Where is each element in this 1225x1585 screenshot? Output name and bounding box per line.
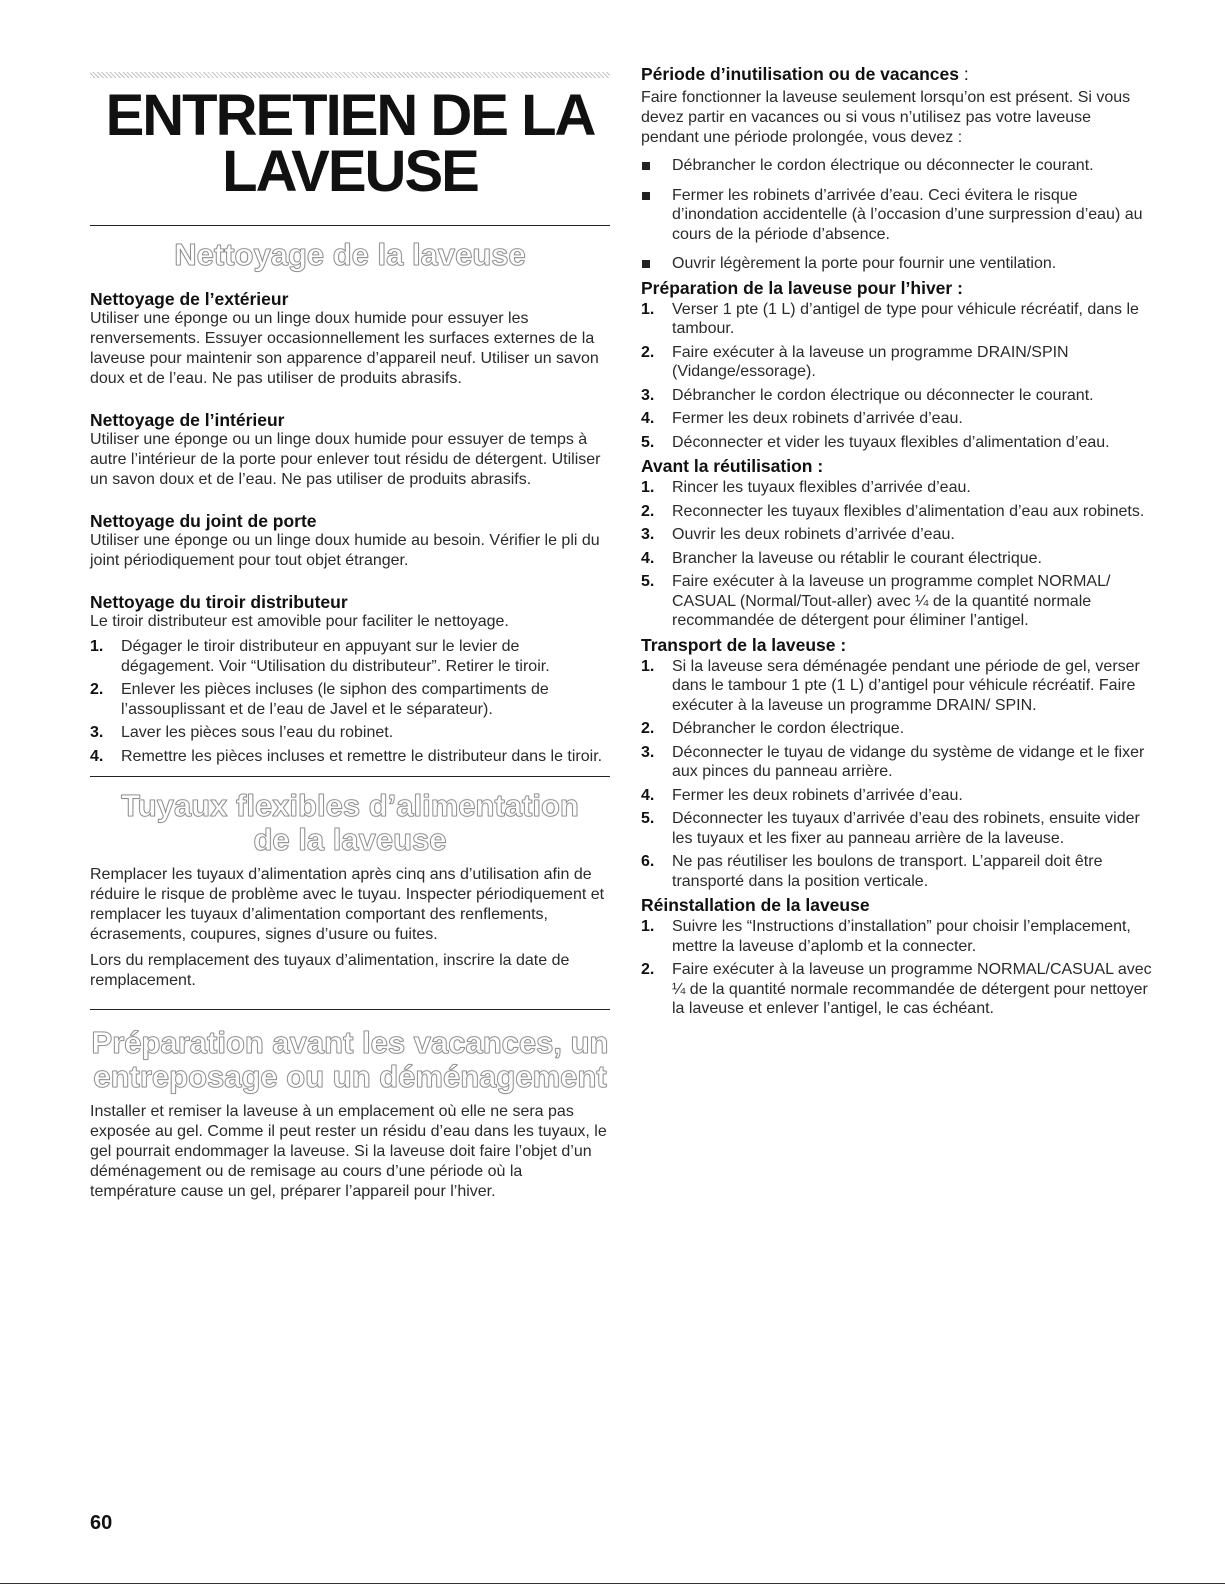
paragraph-tuyaux-1: Remplacer les tuyaux d’alimentation après cinq ans d’utilisation afin de réduire le risque de problème avec le tuyau. Inspecter périodiquement et remplacer les tuyaux d’alimentation comportant des renflements, écrasements, coupures, signes d’usure ou fuites. (90, 866, 605, 943)
list-item: 1. Rincer les tuyaux flexibles d’arrivée d’eau. (641, 479, 971, 496)
bottom-border (0, 1583, 1225, 1584)
right-column (641, 64, 1153, 1023)
section-heading-nettoyage: Nettoyage de la laveuse (174, 237, 526, 272)
subheading-periode: Période d’inutilisation ou de vacances : (641, 64, 969, 84)
list-item: 2. Reconnecter les tuyaux flexibles d’alimentation d’eau aux robinets. (641, 502, 1145, 520)
list-item: 4. Remettre les pièces incluses et remettre le distributeur dans le tiroir. (90, 747, 603, 765)
bullet-square-icon (642, 162, 650, 170)
list-item: 2. Débrancher le cordon électrique. (641, 720, 905, 737)
list-item: 3. Ouvrir les deux robinets d’arrivée d’eau. (641, 526, 955, 543)
page-title-line-1: ENTRETIEN DE LA (105, 83, 595, 148)
page-title (90, 83, 610, 204)
subheading-interieur: Nettoyage de l’intérieur (90, 410, 285, 430)
page-number: 60 (90, 1512, 113, 1534)
list-item: 4. Fermer les deux robinets d’arrivée d’eau. (641, 410, 963, 427)
list-item: 2. Faire exécuter à la laveuse un programme DRAIN/SPIN (Vidange/essorage). (641, 343, 1069, 380)
paragraph-tiroir: Le tiroir distributeur est amovible pour faciliter le nettoyage. (90, 613, 509, 630)
list-item: 3. Laver les pièces sous l’eau du robinet. (90, 724, 394, 741)
list-item: 1. Verser 1 pte (1 L) d’antigel de type pour véhicule récréatif, dans le tambour. (641, 300, 1139, 337)
paragraph-preparation: Installer et remiser la laveuse à un emplacement où elle ne sera pas exposée au gel. Comme il peut rester un résidu d’eau dans les tuyaux, le gel pourrait endommager la laveuse. Si la laveuse doit faire l’objet d’un déménagement ou de remisage au cours d’une période où la température cause un gel, préparer l’appareil pour l’hiver. (90, 1103, 607, 1200)
subheading-joint: Nettoyage du joint de porte (90, 511, 317, 531)
list-item: 6. Ne pas réutiliser les boulons de transport. L’appareil doit être transporté dans la position verticale. (641, 853, 1103, 890)
list-item: 2. Faire exécuter à la laveuse un programme NORMAL/CASUAL avec ¼ de la quantité normale recommandée de détergent pour nettoyer la laveuse et enlever l’antigel, le cas échéant. (641, 961, 1152, 1017)
list-item: 1. Suivre les “Instructions d’installation” pour choisir l’emplacement, mettre la laveuse d’aplomb et la connecter. (641, 918, 1131, 955)
list-item: 5. Faire exécuter à la laveuse un programme complet NORMAL/ CASUAL (Normal/Tout-aller) avec ¼ de la quantité normale recommandée de détergent pour éliminer l’antigel. (641, 573, 1111, 629)
subheading-tiroir: Nettoyage du tiroir distributeur (90, 592, 348, 612)
paragraph-interieur: Utiliser une éponge ou un linge doux humide pour essuyer de temps à autre l’intérieur de la porte pour enlever tout résidu de détergent. Utiliser un savon doux et de l’eau. Ne pas utiliser de produits abrasifs. (90, 431, 601, 488)
reutilisation-steps (641, 478, 1153, 631)
section-divider (90, 1009, 610, 1010)
list-item: 2. Enlever les pièces incluses (le siphon des compartiments de l’assouplissant et de l’eau de Javel et le séparateur). (90, 681, 549, 718)
list-item: 1. Dégager le tiroir distributeur en appuyant sur le levier de dégagement. Voir “Utilisation du distributeur”. Retirer le tiroir. (90, 638, 550, 675)
left-column (90, 60, 610, 1202)
paragraph-exterieur: Utiliser une éponge ou un linge doux humide pour essuyer les renversements. Essuyer occasionnellement les surfaces externes de la laveuse pour maintenir son apparence d’appareil neuf. Utiliser un savon doux et de l’eau. Ne pas utiliser de produits abrasifs. (90, 310, 599, 387)
subheading-hiver: Préparation de la laveuse pour l’hiver : (641, 277, 963, 298)
hiver-steps (641, 300, 1153, 453)
section-divider (90, 225, 610, 226)
list-item: 4. Brancher la laveuse ou rétablir le courant électrique. (641, 549, 1042, 567)
list-item: Ouvrir légèrement la porte pour fournir une ventilation. (641, 254, 1153, 274)
subheading-transport: Transport de la laveuse : (641, 634, 847, 655)
bullet-square-icon (642, 192, 650, 200)
paragraph-periode: Faire fonctionner la laveuse seulement lorsqu’on est présent. Si vous devez partir en vacances ou si vous n’utilisez pas votre laveuse pendant une période prolongée, vous devez : (641, 89, 1131, 146)
subheading-exterieur: Nettoyage de l’extérieur (90, 289, 289, 309)
list-item: Fermer les robinets d’arrivée d’eau. Ceci évitera le risque d’inondation accidentelle (à l’occasion d’une surpression d’eau) au cours de la période d’absence. (641, 186, 1153, 245)
periode-bullets (641, 156, 1153, 274)
transport-steps (641, 657, 1153, 892)
list-item: Débrancher le cordon électrique ou déconnecter le courant. (641, 156, 1153, 176)
bullet-square-icon (642, 260, 650, 268)
section-heading-preparation: Préparation avant les vacances, un entreposage ou un déménagement (91, 1025, 609, 1094)
list-item: 4. Fermer les deux robinets d’arrivée d’eau. (641, 786, 963, 804)
subheading-reutilisation: Avant la réutilisation : (641, 456, 824, 476)
section-heading-tuyaux: Tuyaux flexibles d’alimentation de la laveuse (121, 788, 579, 857)
section-divider (90, 776, 610, 777)
paragraph-joint: Utiliser une éponge ou un linge doux humide au besoin. Vérifier le pli du joint périodiquement pour tout objet étranger. (90, 532, 600, 569)
reinstallation-steps (641, 917, 1153, 1019)
list-item: 3. Déconnecter le tuyau de vidange du système de vidange et le fixer aux pinces du panneau arrière. (641, 743, 1145, 780)
page-title-line-2: LAVEUSE (222, 139, 478, 204)
list-item: 1. Si la laveuse sera déménagée pendant une période de gel, verser dans le tambour 1 pte (1 L) d’antigel pour véhicule récréatif. Faire exécuter à la laveuse un programme DRAIN/ SPIN. (641, 657, 1140, 714)
list-item: 5. Déconnecter et vider les tuyaux flexibles d’alimentation d’eau. (641, 433, 1110, 451)
tiroir-steps (90, 637, 610, 766)
decorative-hatch-bar (90, 72, 610, 78)
list-item: 3. Débrancher le cordon électrique ou déconnecter le courant. (641, 386, 1094, 404)
paragraph-tuyaux-2: Lors du remplacement des tuyaux d’alimentation, inscrire la date de remplacement. (90, 952, 570, 989)
list-item: 5. Déconnecter les tuyaux d’arrivée d’eau des robinets, ensuite vider les tuyaux et les fixer au panneau arrière de la laveuse. (641, 810, 1140, 847)
subheading-reinstallation: Réinstallation de la laveuse (641, 895, 870, 915)
